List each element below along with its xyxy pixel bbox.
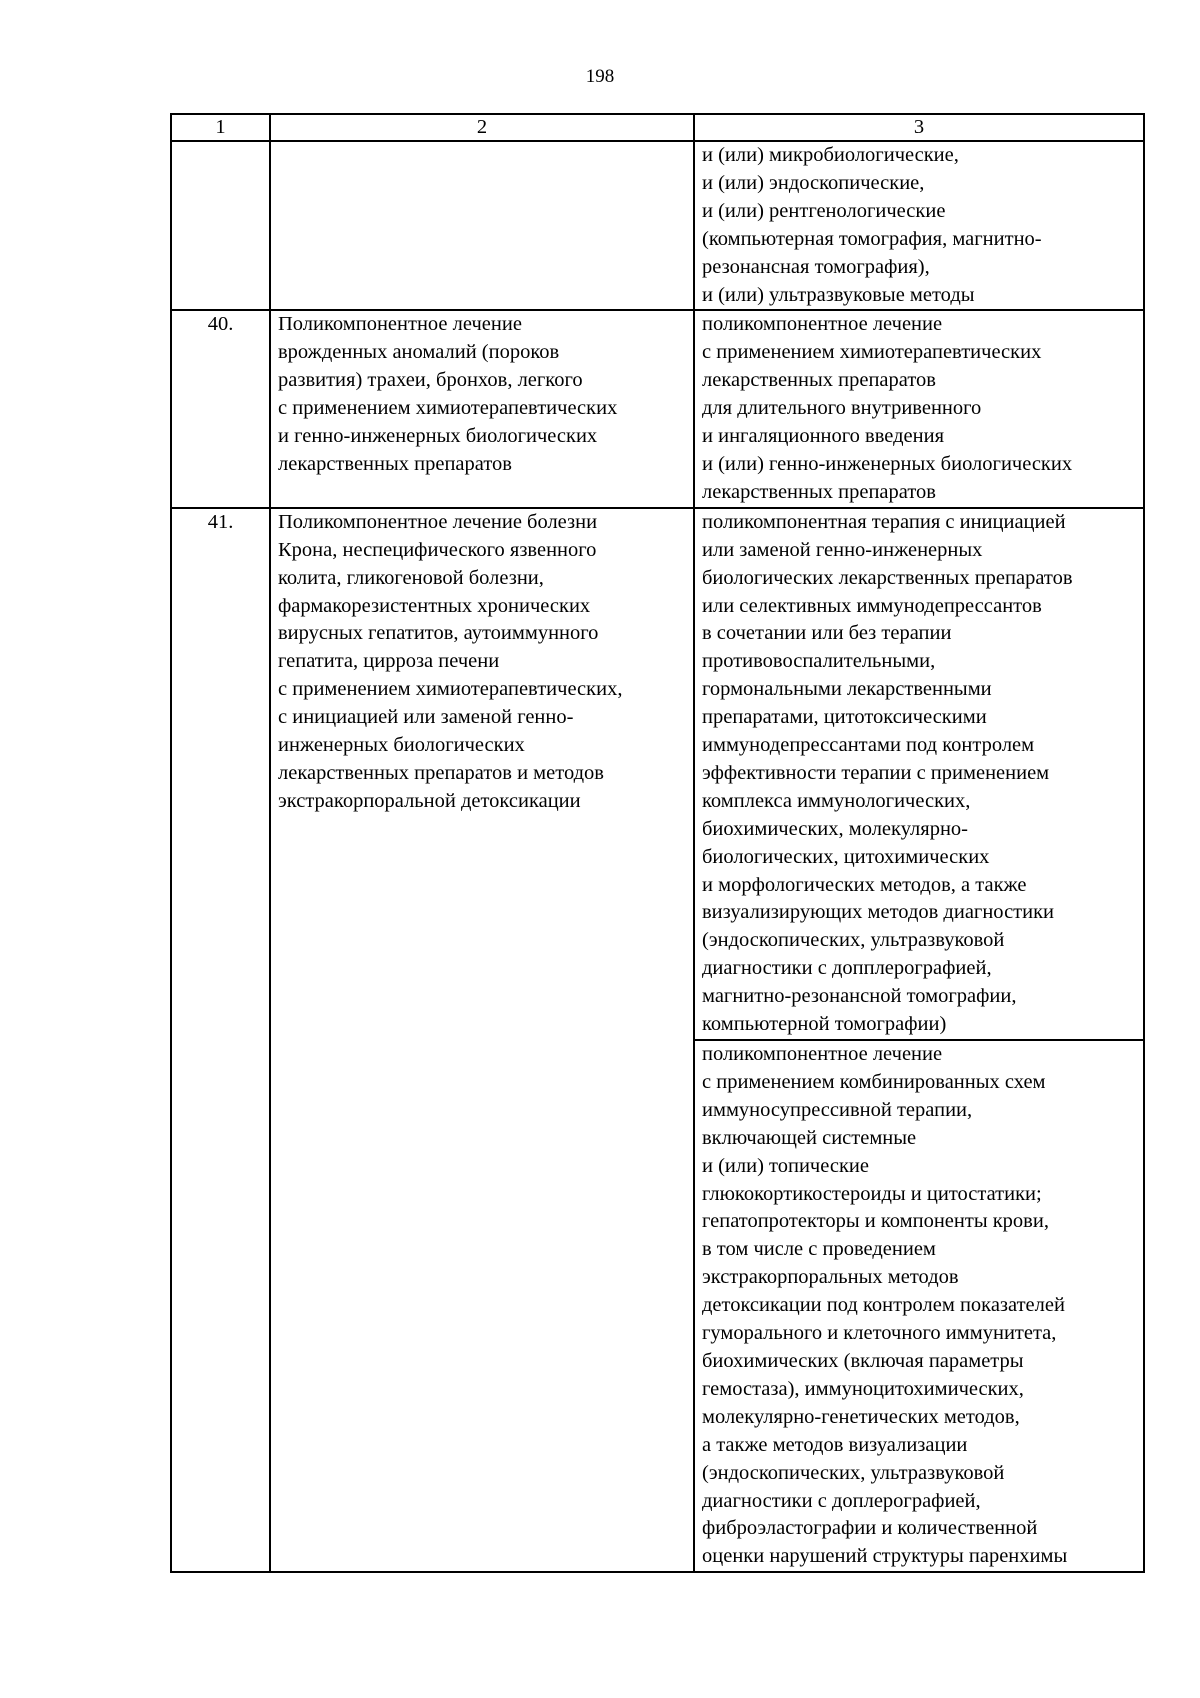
cell-text-line: биологических, цитохимических: [702, 845, 990, 868]
cell-text-line: и генно-инженерных биологических: [278, 425, 598, 448]
cell-text-line: комплекса иммунологических,: [702, 789, 971, 812]
cell-text-line: биохимических, молекулярно-: [702, 817, 969, 840]
cell-text-line: гепатита, цирроза печени: [278, 650, 500, 673]
cell-text-line: с применением комбинированных схем: [702, 1070, 1046, 1093]
treatment-method-cell: [694, 508, 1144, 1040]
cell-text-line: (эндоскопических, ультразвуковой: [702, 1461, 1005, 1484]
cell-text-line: или селективных иммунодепрессантов: [702, 594, 1042, 617]
cell-text-line: и ингаляционного введения: [702, 425, 945, 448]
cell-text-line: экстракорпоральных методов: [702, 1266, 959, 1289]
cell-text-line: фармакорезистентных хронических: [278, 594, 591, 617]
cell-text-line: молекулярно-генетических методов,: [702, 1405, 1020, 1428]
services-table: [170, 113, 1145, 1573]
cell-text-line: и (или) топические: [702, 1154, 869, 1177]
row-number: 41.: [171, 508, 270, 1572]
cell-text-line: с применением химиотерапевтических: [702, 341, 1042, 364]
cell-text-line: поликомпонентное лечение: [702, 313, 943, 336]
row-number: [171, 141, 270, 310]
row-number: 40.: [171, 310, 270, 507]
cell-text-line: вирусных гепатитов, аутоиммунного: [278, 622, 599, 645]
treatment-method-cell: [694, 141, 1144, 310]
cell-text-line: фиброэластографии и количественной: [702, 1517, 1038, 1540]
cell-text-line: для длительного внутривенного: [702, 397, 982, 420]
cell-text-line: лекарственных препаратов: [702, 369, 936, 392]
cell-text-line: инженерных биологических: [278, 734, 525, 757]
cell-text-line: оценки нарушений структуры паренхимы: [702, 1545, 1068, 1568]
cell-text-line: глюкокортикостероиды и цитостатики;: [702, 1182, 1042, 1205]
cell-text-line: иммуносупрессивной терапии,: [702, 1098, 973, 1121]
service-name-cell: [270, 508, 694, 1572]
cell-text-line: детоксикации под контролем показателей: [702, 1294, 1065, 1317]
cell-text-line: диагностики с доплерографией,: [702, 1489, 981, 1512]
treatment-method-cell: [694, 310, 1144, 507]
cell-text-line: магнитно-резонансной томографии,: [702, 985, 1017, 1008]
cell-text-line: а также методов визуализации: [702, 1433, 968, 1456]
cell-text-line: поликомпонентное лечение: [702, 1043, 943, 1065]
treatment-method-cell-2: [694, 1040, 1144, 1572]
cell-text-line: с применением химиотерапевтических: [278, 397, 618, 420]
table-row-continuation: [171, 141, 1144, 310]
cell-text-line: препаратами, цитотоксическими: [702, 706, 987, 729]
cell-text-line: (компьютерная томография, магнитно-: [702, 227, 1042, 250]
cell-text-line: диагностики с допплерографией,: [702, 957, 992, 980]
cell-text-line: врожденных аномалий (пороков: [278, 341, 560, 364]
cell-text-line: биологических лекарственных препаратов: [702, 566, 1073, 589]
cell-text-line: колита, гликогеновой болезни,: [278, 566, 544, 589]
cell-text-line: с инициацией или заменой генно-: [278, 706, 574, 729]
cell-text-line: развития) трахеи, бронхов, легкого: [278, 369, 583, 392]
cell-text-line: гуморального и клеточного иммунитета,: [702, 1322, 1057, 1345]
service-name-cell: [270, 141, 694, 310]
cell-text-line: и (или) микробиологические,: [702, 144, 959, 166]
table-row-40: [171, 310, 1144, 507]
cell-text-line: в том числе с проведением: [702, 1238, 936, 1261]
column-header-2: 2: [270, 114, 694, 141]
cell-text-line: Поликомпонентное лечение болезни: [278, 510, 598, 533]
cell-text-line: компьютерной томографии): [702, 1013, 947, 1036]
cell-text-line: поликомпонентная терапия с инициацией: [702, 510, 1066, 533]
cell-text-line: с применением химиотерапевтических,: [278, 678, 623, 701]
column-header-3: 3: [694, 114, 1144, 141]
cell-text-line: биохимических (включая параметры: [702, 1349, 1024, 1372]
cell-text-line: и (или) эндоскопические,: [702, 171, 925, 194]
cell-text-line: гормональными лекарственными: [702, 678, 992, 701]
cell-text-line: противовоспалительными,: [702, 650, 936, 673]
column-header-1: 1: [171, 114, 270, 141]
service-name-cell: [270, 310, 694, 507]
cell-text-line: эффективности терапии с применением: [702, 761, 1050, 784]
cell-text-line: и (или) рентгенологические: [702, 199, 946, 222]
cell-text-line: лекарственных препаратов и методов: [278, 761, 604, 784]
cell-text-line: и (или) ультразвуковые методы: [702, 283, 975, 306]
cell-text-line: Крона, неспецифического язвенного: [278, 538, 597, 561]
cell-text-line: или заменой генно-инженерных: [702, 538, 983, 561]
cell-text-line: (эндоскопических, ультразвуковой: [702, 929, 1005, 952]
cell-text-line: визуализирующих методов диагностики: [702, 901, 1055, 924]
cell-text-line: лекарственных препаратов: [278, 452, 512, 475]
cell-text-line: гепатопротекторы и компоненты крови,: [702, 1210, 1049, 1233]
cell-text-line: гемостаза), иммуноцитохимических,: [702, 1377, 1024, 1400]
cell-text-line: экстракорпоральной детоксикации: [278, 789, 581, 812]
cell-text-line: и (или) генно-инженерных биологических: [702, 452, 1073, 475]
cell-text-line: в сочетании или без терапии: [702, 622, 952, 645]
table-row-41: [171, 508, 1144, 1040]
cell-text-line: лекарственных препаратов: [702, 480, 936, 503]
page-number: 198: [585, 66, 615, 87]
cell-text-line: и морфологических методов, а также: [702, 873, 1027, 896]
cell-text-line: иммунодепрессантами под контролем: [702, 734, 1035, 757]
cell-text-line: Поликомпонентное лечение: [278, 313, 522, 336]
cell-text-line: включающей системные: [702, 1126, 917, 1149]
table-header-row: [171, 114, 1144, 141]
cell-text-line: резонансная томография),: [702, 255, 930, 278]
